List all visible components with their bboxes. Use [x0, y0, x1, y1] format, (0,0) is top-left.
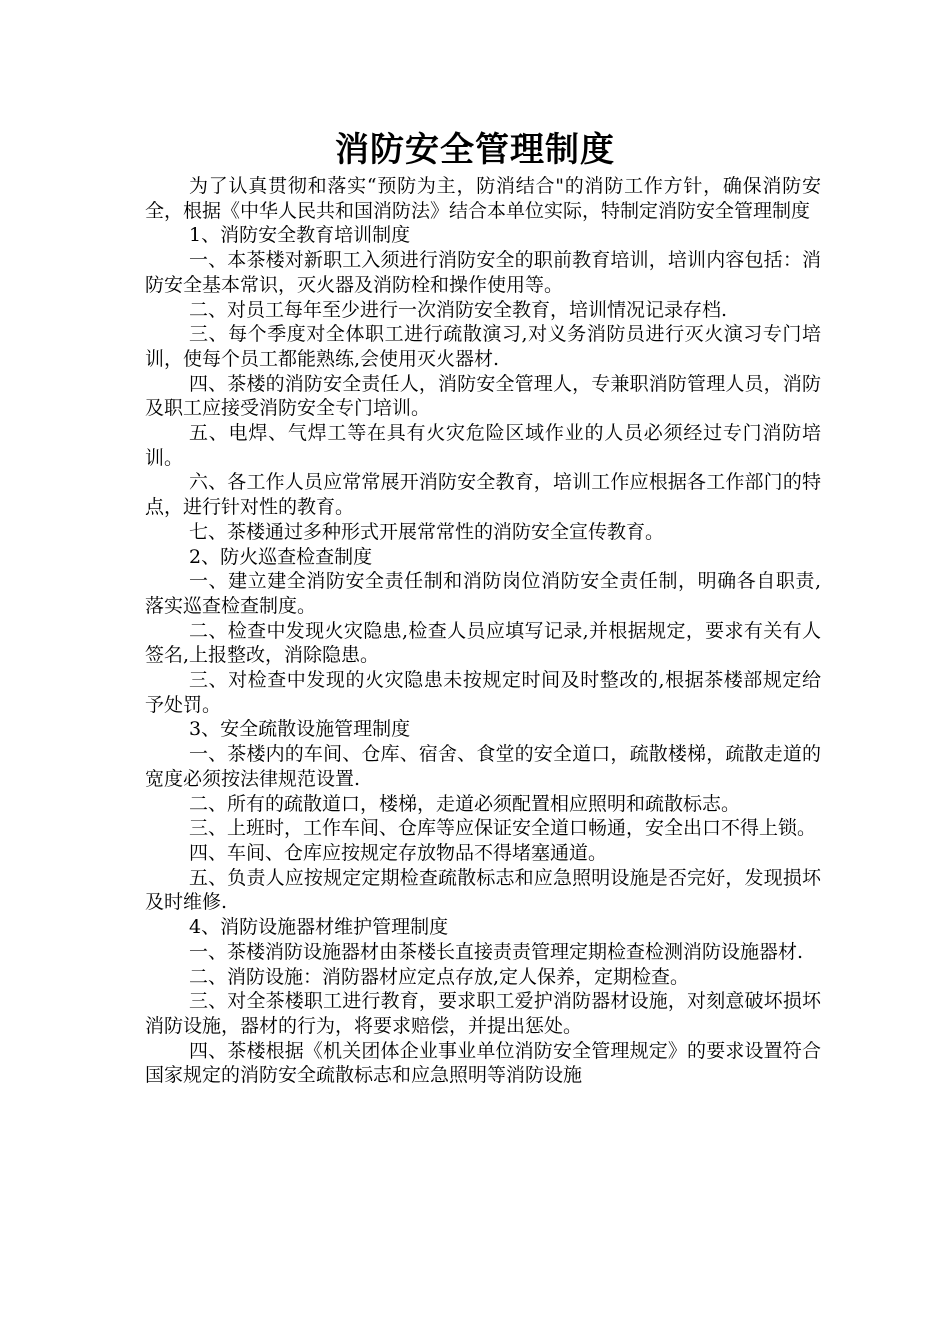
paragraph: 三、每个季度对全体职工进行疏散演习,对义务消防员进行灭火演习专门培训，使每个员工都能熟练,会使用灭火器材. — [145, 323, 821, 370]
paragraph: 一、茶楼内的车间、仓库、宿舍、食堂的安全道口，疏散楼梯，疏散走道的宽度必须按法律规范设置. — [145, 743, 821, 790]
paragraph: 三、上班时，工作车间、仓库等应保证安全道口畅通，安全出口不得上锁。 — [189, 817, 817, 840]
paragraph: 一、建立建全消防安全责任制和消防岗位消防安全责任制，明确各自职责,落实巡查检查制度。 — [145, 570, 821, 617]
paragraph: 三、对检查中发现的火灾隐患未按规定时间及时整改的,根据茶楼部规定给予处罚。 — [145, 669, 821, 716]
paragraph: 一、茶楼消防设施器材由茶楼长直接责责管理定期检查检测消防设施器材. — [189, 940, 804, 963]
paragraph: 二、检查中发现火灾隐患,检查人员应填写记录,并根据规定，要求有关有人签名,上报整改，消除隐患。 — [145, 619, 821, 667]
paragraph: 五、电焊、气焊工等在具有火灾危险区域作业的人员必须经过专门消防培训。 — [145, 422, 821, 469]
paragraph: 四、茶楼的消防安全责任人，消防安全管理人，专兼职消防管理人员，消防及职工应接受消防安全专门培训。 — [145, 372, 821, 420]
paragraph: 二、消防设施：消防器材应定点存放,定人保养，定期检查。 — [189, 965, 690, 988]
section-heading-2: 2、防火巡查检查制度 — [189, 545, 373, 568]
section-heading-1: 1、消防安全教育培训制度 — [189, 224, 411, 247]
paragraph: 一、本茶楼对新职工入须进行消防安全的职前教育培训，培训内容包括：消防安全基本常识，灭火器及消防栓和操作使用等。 — [145, 249, 821, 296]
section-heading-3: 3、安全疏散设施管理制度 — [189, 718, 411, 741]
paragraph: 四、车间、仓库应按规定存放物品不得堵塞通道。 — [189, 841, 608, 864]
paragraph: 六、各工作人员应常常展开消防安全教育，培训工作应根据各工作部门的特点，进行针对性的教育。 — [145, 471, 821, 519]
intro-paragraph: 为了认真贯彻和落实“预防为主，防消结合"的消防工作方针，确保消防安全，根据《中华人民共和国消防法》结合本单位实际，特制定消防安全管理制度 — [145, 175, 821, 222]
document-title: 消防安全管理制度 — [335, 130, 615, 170]
paragraph: 二、对员工每年至少进行一次消防安全教育，培训情况记录存档. — [189, 298, 728, 321]
paragraph: 三、对全茶楼职工进行教育，要求职工爱护消防器材设施，对刻意破坏损坏消防设施，器材的行为，将要求赔偿，并提出惩处。 — [145, 990, 821, 1037]
section-heading-4: 4、消防设施器材维护管理制度 — [189, 916, 449, 939]
paragraph: 二、所有的疏散道口，楼梯，走道必须配置相应照明和疏散标志。 — [189, 792, 741, 815]
document-body — [145, 174, 821, 1088]
paragraph: 七、茶楼通过多种形式开展常常性的消防安全宣传教育。 — [189, 520, 665, 543]
paragraph: 四、茶楼根据《机关团体企业事业单位消防安全管理规定》的要求设置符合国家规定的消防安全疏散标志和应急照明等消防设施 — [145, 1039, 821, 1087]
paragraph: 五、负责人应按规定定期检查疏散标志和应急照明设施是否完好，发现损坏及时维修. — [145, 866, 821, 914]
